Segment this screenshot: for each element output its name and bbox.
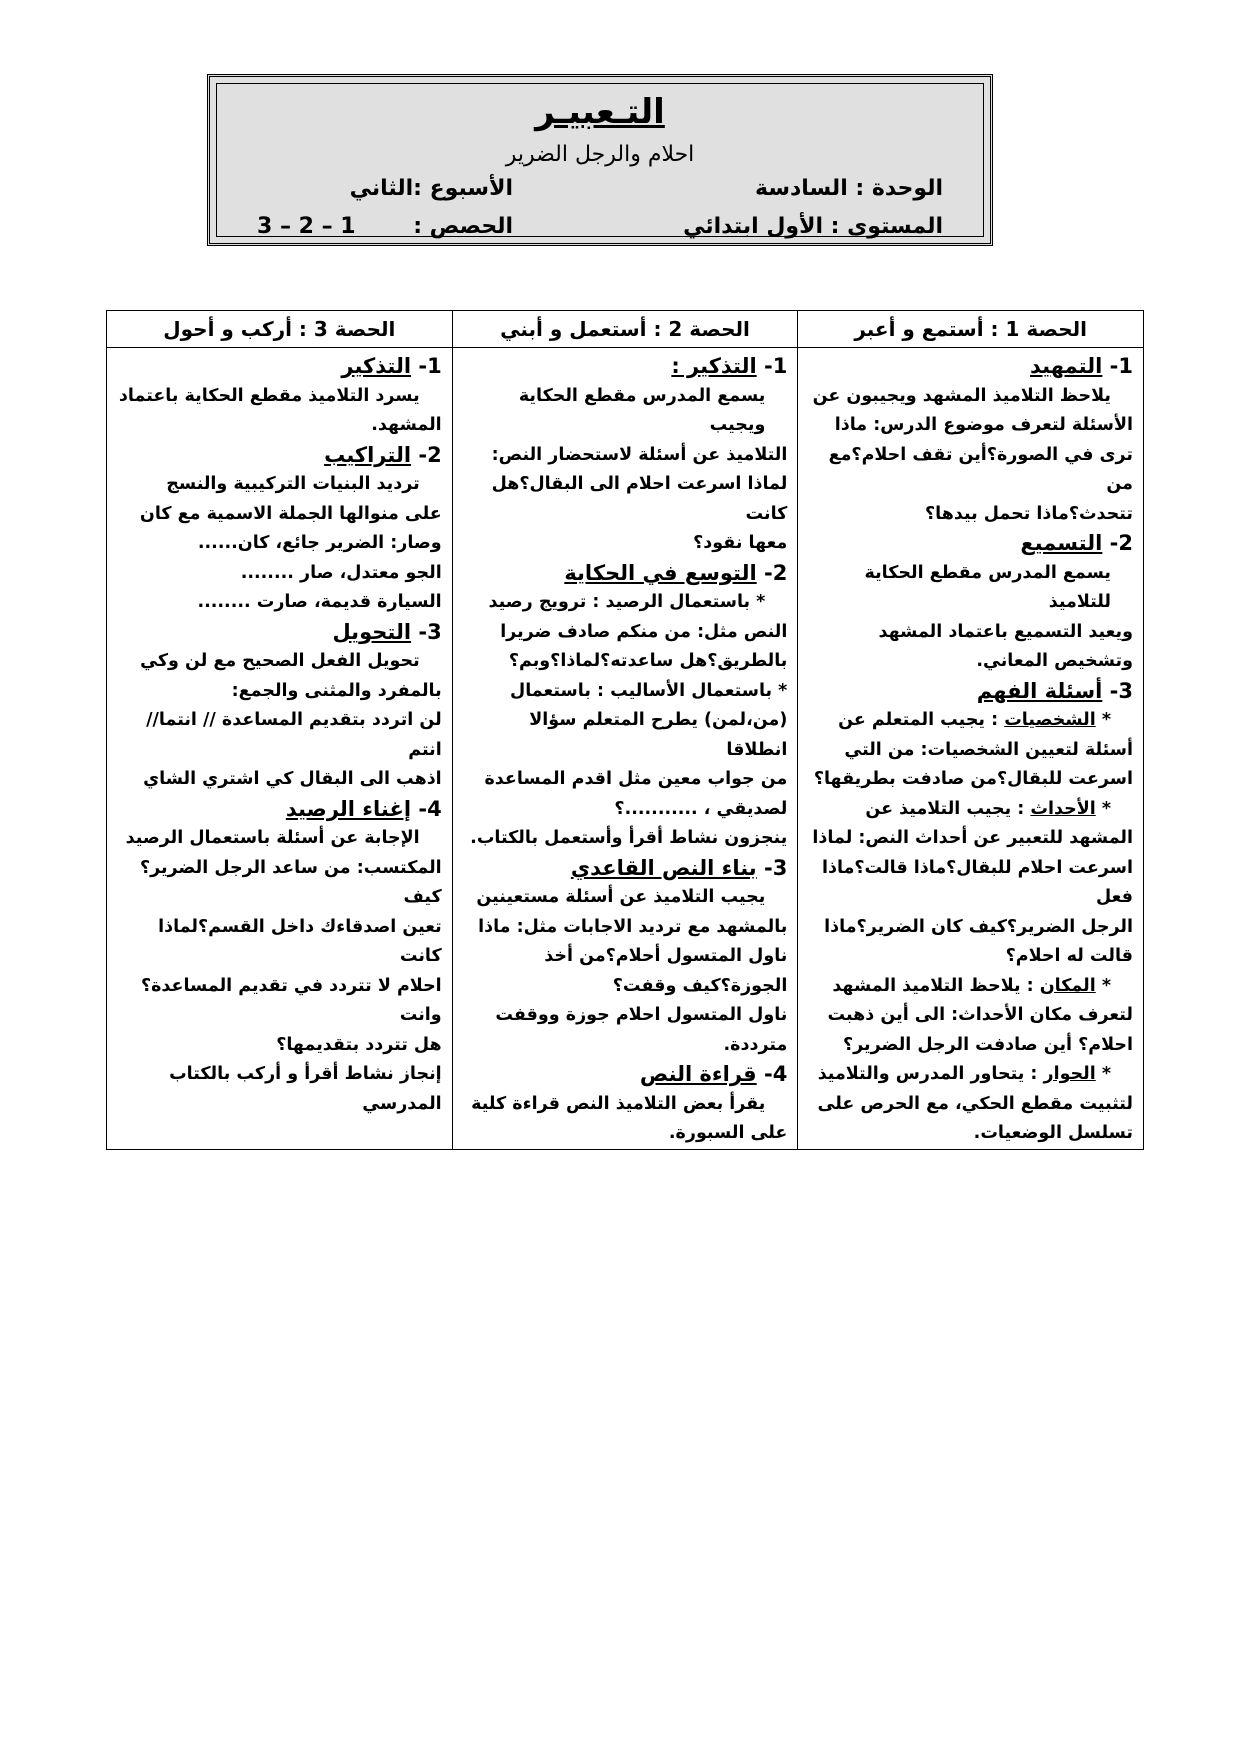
sessions-numbers: 3 – 2 – 1: [257, 214, 356, 239]
week-label: الأسبوع :الثاني: [349, 176, 513, 201]
section-heading: [463, 1060, 788, 1090]
sub-item-text: : يلاحظ التلاميذ المشهد: [832, 975, 1040, 996]
section-line: وتشخيص المعاني.: [976, 651, 1133, 671]
sub-item: * الحوار : يتحاور المدرس والتلاميذ: [817, 1064, 1111, 1084]
section-line: لماذا اسرعت احلام الى البقال؟هل كانت: [491, 474, 788, 524]
section-line: يسمع المدرس مقطع الحكاية للتلاميذ: [864, 562, 1111, 612]
section-line: لصديقي ، ...........؟: [614, 798, 788, 819]
sub-item-line: اسرعت احلام للبقال؟ماذا قالت؟ماذا فعل: [822, 857, 1133, 907]
section-line: النص مثل: من منكم صادف ضريرا: [500, 621, 788, 642]
section-line: تحويل الفعل الصحيح مع لن وكي: [140, 651, 420, 671]
sub-item-label: المكان: [1039, 975, 1096, 996]
sub-item-line: أسئلة لتعيين الشخصيات: من التي: [844, 739, 1133, 760]
section-line: الجو معتدل، صار ........: [240, 562, 442, 583]
section-heading: [808, 677, 1133, 707]
section-title: التسميع: [1020, 531, 1103, 555]
section-number: 2-: [418, 442, 442, 467]
lesson-subtitle: احلام والرجل الضرير: [505, 142, 695, 167]
sub-item-line: احلام؟ أين صادفت الرجل الضرير؟: [842, 1034, 1133, 1055]
section-line: الجوزة؟كيف وقفت؟: [612, 975, 788, 996]
section-line: احلام لا تتردد في تقديم المساعدة؟ وانت: [140, 975, 442, 1025]
section-title: التذكير: [341, 354, 412, 378]
section-heading: [463, 854, 788, 884]
session-3-cell: [107, 348, 453, 1150]
section-line: إنجاز نشاط أقرأ و أركب بالكتاب: [169, 1064, 442, 1084]
section-number: 4-: [418, 796, 442, 821]
section-line: المكتسب: من ساعد الرجل الضرير؟كيف: [139, 857, 442, 907]
section-heading: [117, 618, 442, 648]
session-1-cell: [798, 348, 1144, 1150]
lesson-plan-table: [106, 310, 1144, 1150]
section-line: * باستعمال الرصيد : ترويج رصيد: [488, 592, 766, 612]
section-line: معها نقود؟: [693, 533, 788, 553]
section-title: التراكيب: [324, 442, 412, 467]
section-line: بالطريق؟هل ساعدته؟لماذا؟وبم؟: [508, 651, 788, 671]
section-line: السيارة قديمة، صارت ........: [197, 592, 442, 612]
section-title: إغناء الرصيد: [285, 796, 412, 821]
column-heading-session-3: الحصة 3 : أركب و أحول: [107, 311, 453, 348]
section-line: التلاميذ عن أسئلة لاستحضار النص:: [491, 444, 788, 465]
sub-item-label: الحوار: [1043, 1064, 1096, 1084]
section-line: المشهد.: [371, 415, 442, 435]
section-title: أسئلة الفهم: [976, 678, 1103, 703]
section-line: يقرأ بعض التلاميذ النص قراءة كلية: [471, 1093, 766, 1114]
section-number: 1-: [418, 354, 442, 378]
sub-item-line: لتعرف مكان الأحداث: الى أين ذهبت: [827, 1005, 1133, 1025]
section-line: على منوالها الجملة الاسمية مع كان: [139, 503, 442, 524]
section-line: الإجابة عن أسئلة باستعمال الرصيد: [125, 828, 420, 848]
section-line: الأسئلة لتعرف موضوع الدرس: ماذا: [834, 415, 1133, 435]
sub-item-label: الشخصيات: [1004, 710, 1096, 730]
section-line: يسرد التلاميذ مقطع الحكاية باعتماد: [118, 385, 420, 406]
section-line: هل تتردد بتقديمها؟: [276, 1034, 442, 1055]
section-heading: [463, 559, 788, 589]
header-frame: [216, 83, 984, 237]
sub-item: * المكان : يلاحظ التلاميذ المشهد: [832, 975, 1111, 996]
section-number: 2-: [764, 560, 788, 585]
table-body-row: [107, 348, 1144, 1150]
section-title: التحويل: [332, 619, 412, 644]
section-title: التوسع في الحكاية: [564, 560, 757, 585]
section-line: ويعيد التسميع باعتماد المشهد: [878, 621, 1133, 642]
section-heading: [117, 352, 442, 382]
section-title: التمهيد: [1030, 354, 1103, 378]
session-2-cell: [452, 348, 798, 1150]
section-line: يجيب التلاميذ عن أسئلة مستعينين: [476, 887, 766, 907]
column-heading-session-1: الحصة 1 : أستمع و أعبر: [798, 311, 1144, 348]
sub-item-line: اسرعت للبقال؟من صادفت بطريقها؟: [813, 769, 1133, 789]
header-box: [207, 74, 993, 246]
section-heading: [808, 352, 1133, 382]
section-line: يلاحظ التلاميذ المشهد ويجيبون عن: [812, 385, 1111, 406]
sub-item-line: قالت له احلام؟: [1005, 946, 1133, 966]
section-number: 3-: [764, 855, 788, 880]
section-number: 3-: [1109, 678, 1133, 703]
section-line: ناول المتسول أحلام؟من أخذ: [544, 946, 788, 966]
section-number: 3-: [418, 619, 442, 644]
section-line: (من،لمن) يطرح المتعلم سؤالا انطلاقا: [529, 710, 788, 760]
sub-item: * الشخصيات : يجيب المتعلم عن: [838, 710, 1111, 730]
section-number: 1-: [1109, 354, 1133, 378]
section-line: ترى في الصورة؟أين تقف احلام؟مع من: [828, 444, 1133, 494]
section-title: بناء النص القاعدي: [570, 855, 757, 880]
sessions-label: الحصص :: [413, 214, 513, 239]
section-line: اذهب الى البقال كي اشتري الشاي: [143, 769, 442, 789]
table-header-row: [107, 311, 1144, 348]
section-heading: [117, 795, 442, 825]
section-title: التذكير :: [671, 354, 757, 378]
section-line: يسمع المدرس مقطع الحكاية ويجيب: [518, 385, 766, 435]
column-heading-session-2: الحصة 2 : أستعمل و أبني: [452, 311, 798, 348]
section-heading: [117, 441, 442, 471]
section-line: بالمشهد مع ترديد الاجابات مثل: ماذا: [478, 916, 788, 937]
level-label: المستوى : الأول ابتدائي: [683, 214, 943, 239]
section-line: من جواب معين مثل اقدم المساعدة: [484, 769, 788, 789]
section-line: ترديد البنيات التركيبية والنسج: [166, 474, 420, 494]
section-line: * باستعمال الأساليب : باستعمال: [510, 680, 788, 701]
section-line: تتحدث؟ماذا تحمل بيدها؟: [925, 503, 1133, 524]
sub-item-label: الأحداث: [1030, 798, 1096, 819]
unit-label: الوحدة : السادسة: [755, 176, 943, 201]
sub-item-text: : يتحاور المدرس والتلاميذ: [817, 1064, 1044, 1084]
sub-item-line: الرجل الضرير؟كيف كان الضرير؟ماذا: [824, 916, 1133, 937]
section-number: 2-: [1109, 531, 1133, 555]
section-line: بالمفرد والمثنى والجمع:: [231, 680, 442, 701]
section-line: مترددة.: [723, 1034, 788, 1055]
sub-item-line: تسلسل الوضعيات.: [973, 1123, 1133, 1143]
section-line: المدرسي: [362, 1093, 442, 1114]
section-number: 4-: [764, 1062, 788, 1086]
sub-item: * الأحداث : يجيب التلاميذ عن: [865, 798, 1111, 819]
section-line: تعين اصدقاءك داخل القسم؟لماذا كانت: [158, 916, 442, 966]
sub-item-line: لتثبيت مقطع الحكي، مع الحرص على: [817, 1093, 1133, 1114]
section-line: وصار: الضرير جائع، كان......: [197, 533, 442, 553]
sub-item-text: : يجيب التلاميذ عن: [865, 798, 1031, 819]
section-line: ناول المتسول احلام جوزة ووقفت: [495, 1005, 788, 1025]
section-line: لن اتردد بتقديم المساعدة // انتما//انتم: [146, 710, 442, 760]
sub-item-line: المشهد للتعبير عن أحداث النص: لماذا: [812, 828, 1133, 848]
section-heading: [463, 352, 788, 382]
section-heading: [808, 529, 1133, 559]
sub-item-text: : يجيب المتعلم عن: [838, 710, 1005, 730]
section-number: 1-: [764, 354, 788, 378]
section-line: ينجزون نشاط أقرأ وأستعمل بالكتاب.: [470, 828, 788, 848]
section-line: على السبورة.: [668, 1123, 788, 1143]
page-title: التـعبيـر: [535, 92, 665, 132]
section-title: قراءة النص: [639, 1062, 757, 1086]
